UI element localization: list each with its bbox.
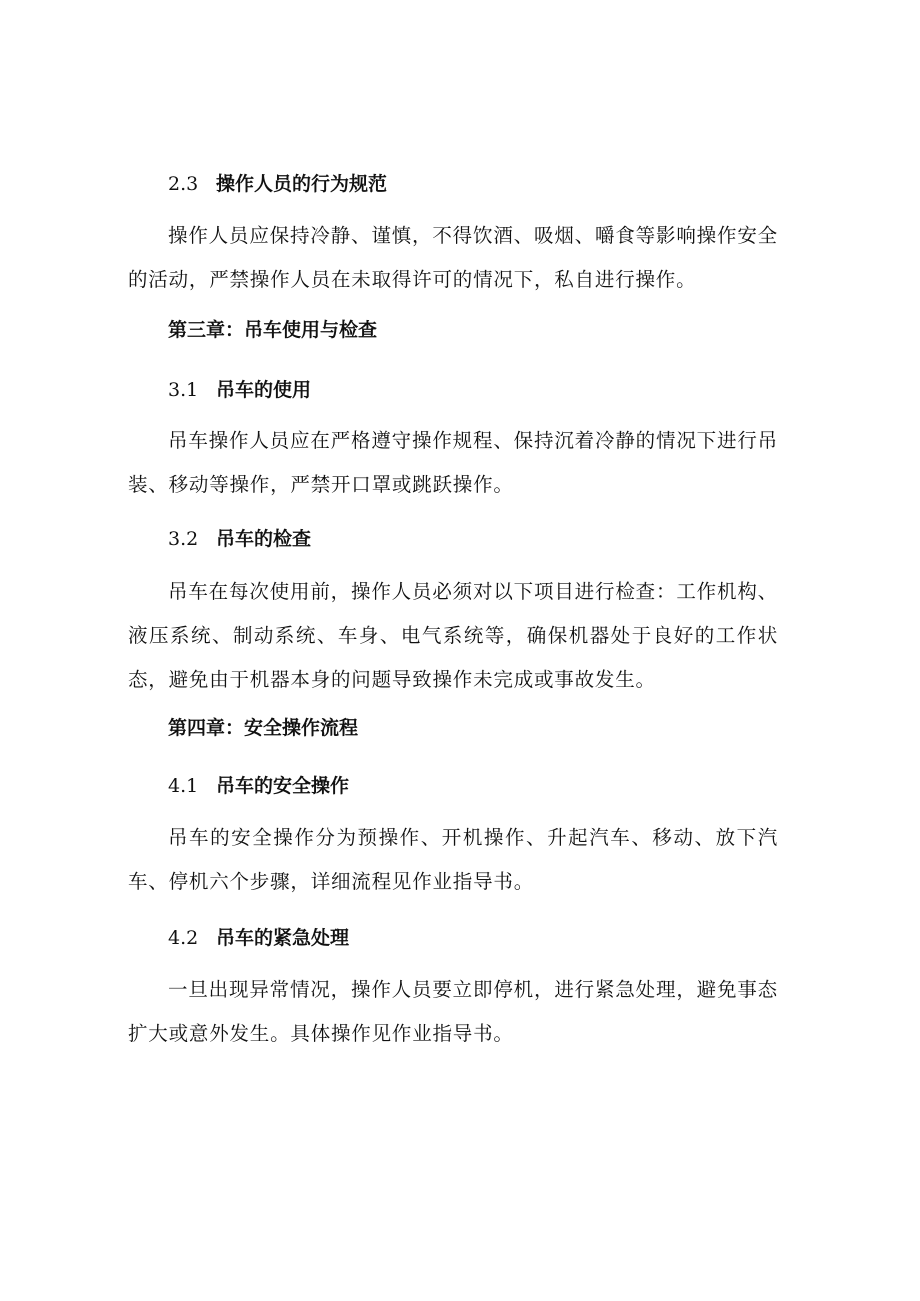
section-heading-4-2 [168, 926, 818, 950]
section-title: 吊车的安全操作 [216, 775, 350, 797]
section-title: 操作人员的行为规范 [216, 173, 388, 195]
section-title: 吊车的检查 [216, 528, 312, 550]
section-heading-3-1 [168, 378, 818, 402]
section-number: 2.3 [168, 173, 199, 195]
chapter-3-title: 第三章：吊车使用与检查 [168, 319, 378, 341]
section-heading-2-3 [168, 172, 818, 196]
section-number: 4.1 [168, 775, 199, 797]
section-body-4-1: 吊车的安全操作分为预操作、开机操作、升起汽车、移动、放下汽车、停机六个步骤，详细流程见作业指导书。 [128, 826, 778, 893]
section-number: 4.2 [168, 927, 199, 949]
chapter-4-title: 第四章：安全操作流程 [168, 717, 359, 739]
section-body-3-1: 吊车操作人员应在严格遵守操作规程、保持沉着冷静的情况下进行吊装、移动等操作，严禁开口罩或跳跃操作。 [128, 429, 778, 496]
section-heading-3-2 [168, 527, 818, 551]
section-number: 3.2 [168, 528, 199, 550]
section-body-3-2: 吊车在每次使用前，操作人员必须对以下项目进行检查：工作机构、液压系统、制动系统、车身、电气系统等，确保机器处于良好的工作状态，避免由于机器本身的问题导致操作未完成或事故发生。 [128, 580, 778, 691]
section-body-4-2: 一旦出现异常情况，操作人员要立即停机，进行紧急处理，避免事态扩大或意外发生。具体操作见作业指导书。 [128, 978, 778, 1045]
section-title: 吊车的紧急处理 [216, 927, 350, 949]
section-title: 吊车的使用 [216, 379, 312, 401]
section-number: 3.1 [168, 379, 199, 401]
section-heading-4-1 [168, 774, 818, 798]
section-body-2-3: 操作人员应保持冷静、谨慎，不得饮酒、吸烟、嚼食等影响操作安全的活动，严禁操作人员在未取得许可的情况下，私自进行操作。 [128, 224, 778, 291]
